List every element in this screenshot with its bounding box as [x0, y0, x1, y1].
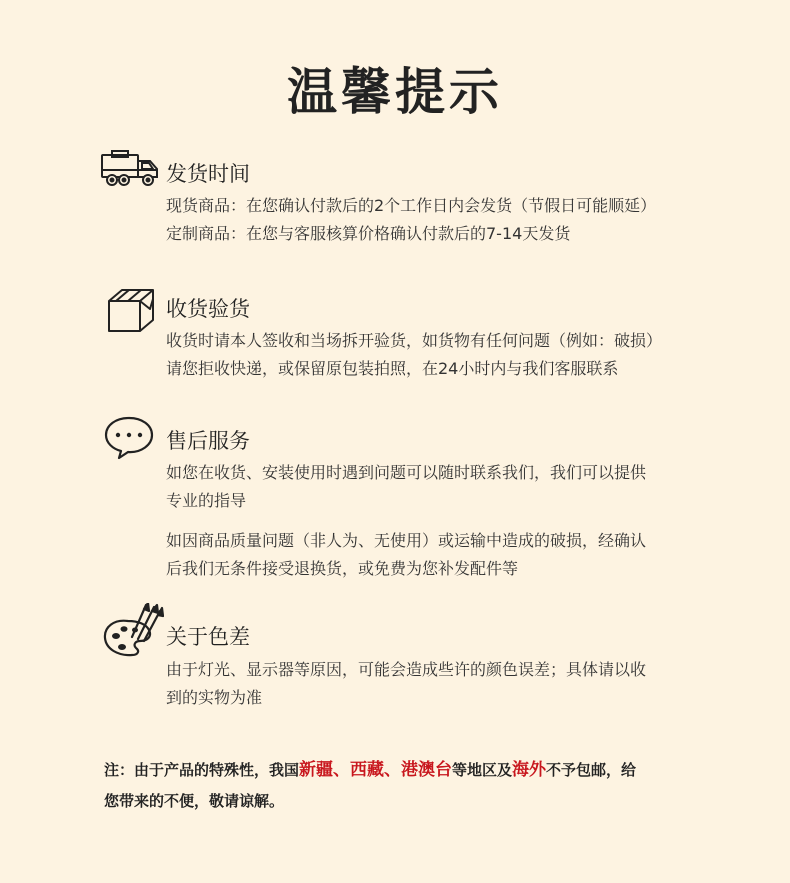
package-box-icon [106, 287, 156, 333]
shipping-note [104, 755, 714, 817]
note-region-xinjiang: 新疆 [299, 760, 334, 780]
section-paragraph: 定制商品：在您与客服核算价格确认付款后的7-14天发货 [166, 224, 571, 243]
note-separator: 、 [333, 760, 351, 780]
section-paragraph: 后我们无条件接受退换货，或免费为您补发配件等 [166, 559, 519, 578]
section-paragraph: 现货商品：在您确认付款后的2个工作日内会发货（节假日可能顺延） [166, 196, 657, 215]
note-region-hk-macau-taiwan: 港澳台 [401, 760, 453, 780]
section-after-sales [98, 416, 738, 586]
delivery-truck-icon [100, 150, 160, 188]
note-middle: 等地区及 [452, 761, 513, 779]
section-receiving-inspection [98, 285, 738, 385]
section-paragraph: 收货时请本人签收和当场拆开验货，如货物有任何问题（例如：破损） [166, 331, 663, 350]
note-line-1 [104, 755, 714, 786]
section-heading: 发货时间 [166, 162, 250, 186]
note-region-overseas: 海外 [512, 760, 547, 780]
chat-bubble-icon [104, 416, 154, 460]
note-suffix: 不予包邮，给 [546, 761, 637, 779]
section-paragraph: 请您拒收快递，或保留原包装拍照，在24小时内与我们客服联系 [166, 359, 619, 378]
section-paragraph: 由于灯光、显示器等原因，可能会造成些许的颜色误差；具体请以收 [166, 660, 647, 679]
section-paragraph: 专业的指导 [166, 491, 247, 510]
paint-palette-icon [102, 603, 164, 659]
note-separator: 、 [384, 760, 402, 780]
note-prefix: 注：由于产品的特殊性，我国 [104, 761, 300, 779]
note-region-tibet: 西藏 [350, 760, 385, 780]
section-shipping-time [98, 150, 738, 250]
section-paragraph: 如因商品质量问题（非人为、无使用）或运输中造成的破损，经确认 [166, 531, 647, 550]
section-heading: 关于色差 [166, 625, 250, 649]
section-heading: 售后服务 [166, 429, 250, 453]
section-heading: 收货验货 [166, 297, 250, 321]
section-paragraph: 到的实物为准 [166, 688, 263, 707]
note-line-2: 您带来的不便，敬请谅解。 [104, 792, 285, 810]
section-paragraph: 如您在收货、安装使用时遇到问题可以随时联系我们，我们可以提供 [166, 463, 647, 482]
page-title: 温馨提示 [287, 63, 503, 121]
section-color-difference [98, 603, 738, 713]
